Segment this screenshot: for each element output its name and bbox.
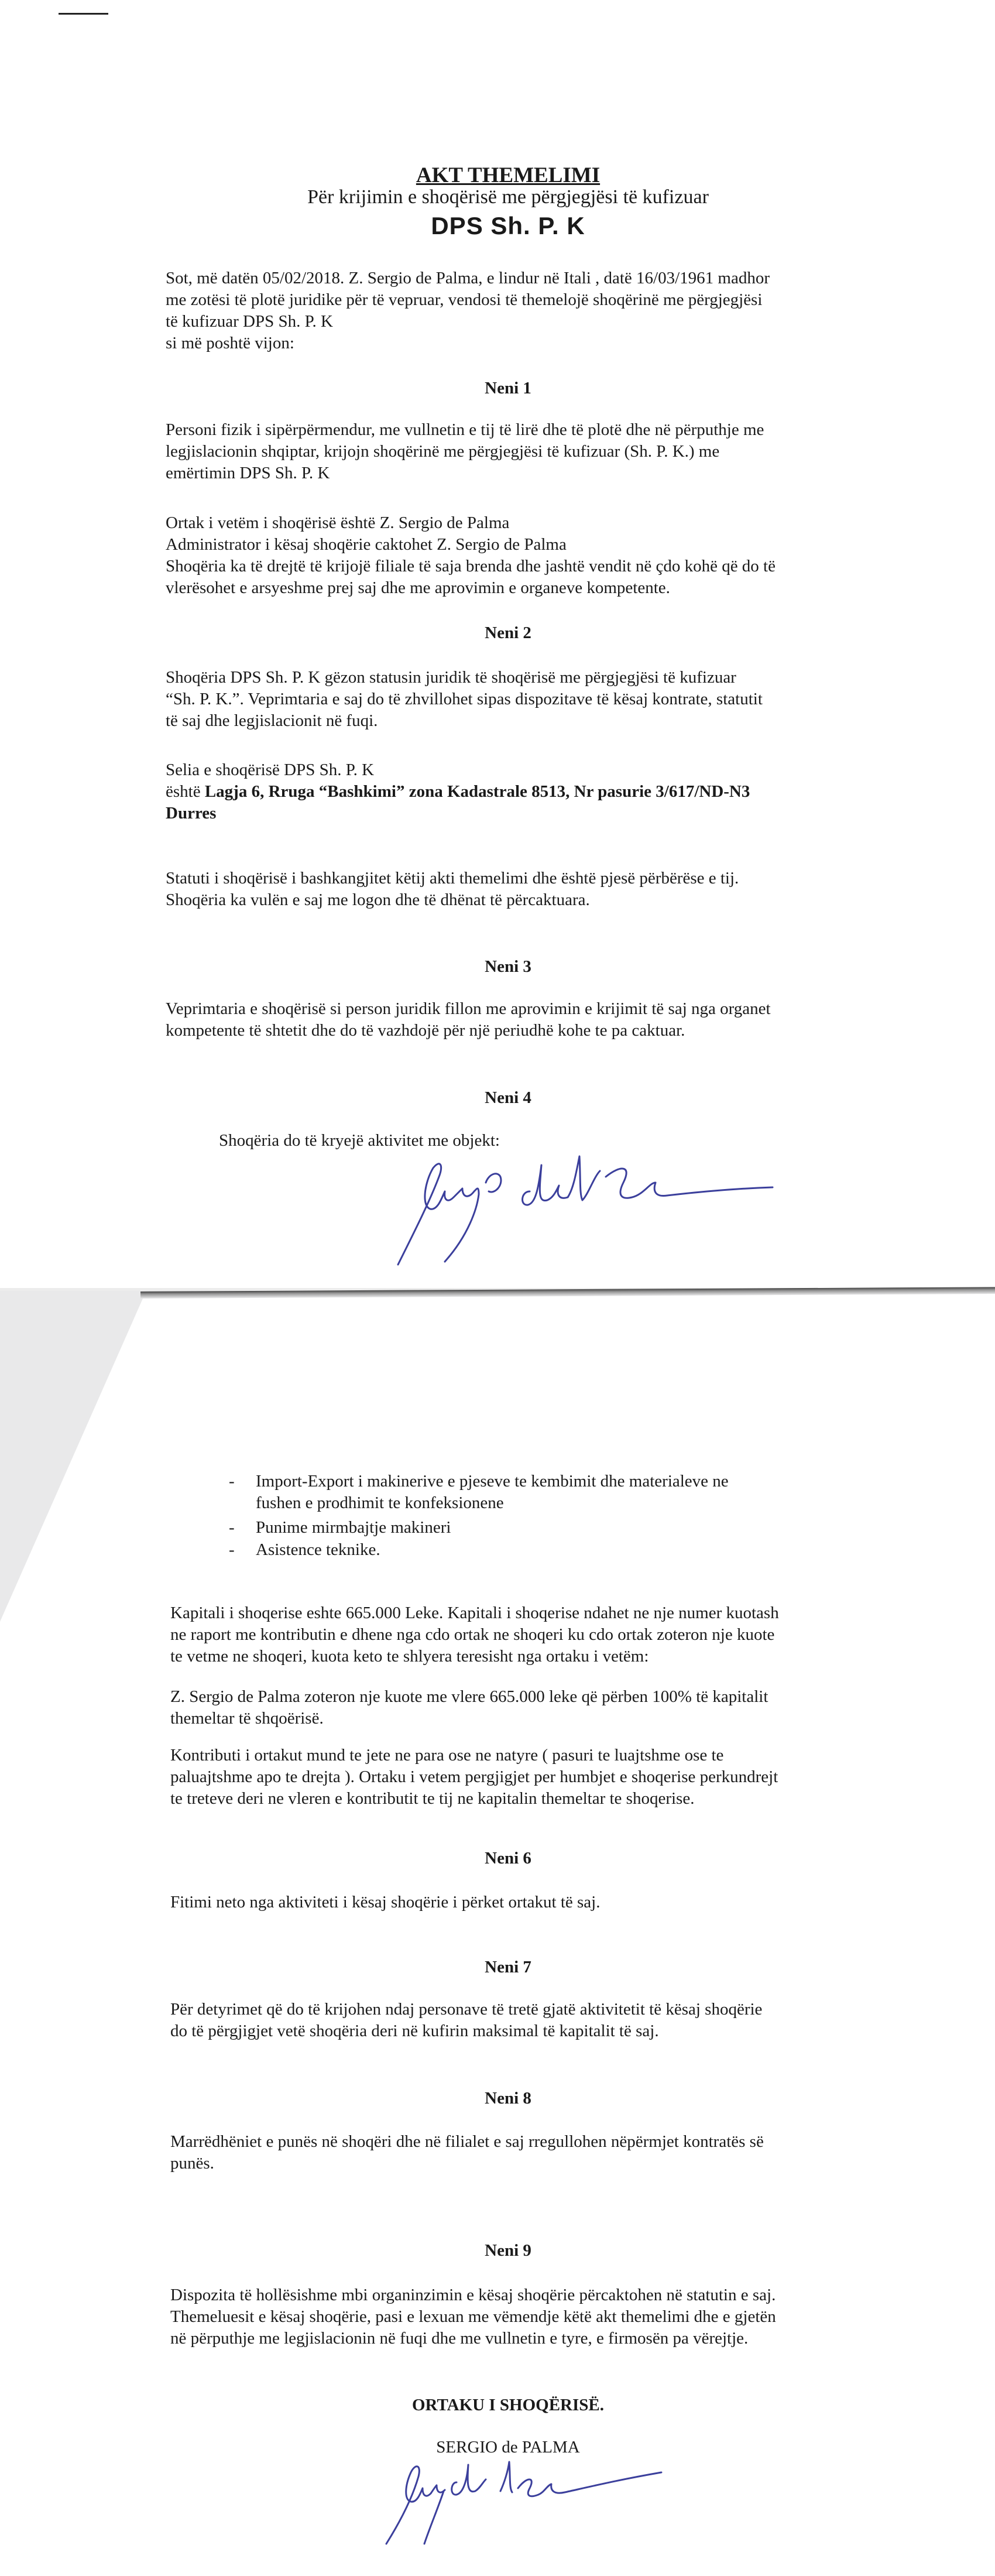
text-line: Dispozita të hollësishme mbi organinzimin e kësaj shoqërie përcaktohen në statutin e saj. — [170, 2286, 776, 2304]
text-line: kompetente të shtetit dhe do të vazhdojë për një periudhë kohe te pa caktuar. — [166, 1021, 685, 1040]
text-line: Fitimi neto nga aktiviteti i kësaj shoqërie i përket ortakut të saj. — [170, 1893, 601, 1912]
text-line: Marrëdhëniet e punës në shoqëri dhe në filialet e saj rregullohen nëpërmjet kontratës së — [170, 2132, 764, 2151]
text-line: legjislacionin shqiptar, krijojn shoqërinë me përgjegjësi të kufizuar (Sh. P. K.) me — [166, 442, 720, 461]
text-line: Administrator i kësaj shoqërie caktohet Z. Sergio de Palma — [166, 535, 567, 554]
activity-line: Import-Export i makinerive e pjeseve te kembimit dhe materialeve ne — [256, 1472, 729, 1491]
text-line: te vetme ne shoqeri, kuota keto te shlyera teresisht nga ortaku i vetëm: — [170, 1647, 649, 1666]
text-line: Shoqëria ka të drejtë të krijojë filiale të saja brenda dhe jashtë vendit në çdo kohë që do të — [166, 557, 776, 576]
document-subtitle: Për krijimin e shoqërisë me përgjegjësi të kufizuar — [307, 186, 709, 208]
article-9-paragraph — [170, 2284, 776, 2349]
text-line: Sot, më datën 05/02/2018. Z. Sergio de Palma, e lindur në Itali , datë 16/03/1961 madhor — [166, 269, 770, 287]
text-line: Z. Sergio de Palma zoteron nje kuote me vlere 665.000 leke që përben 100% të kapitalit — [170, 1687, 768, 1706]
bullet-dash: - — [229, 1540, 235, 1559]
text-line: “Sh. P. K.”. Veprimtaria e saj do të zhvillohet sipas dispozitave të kësaj kontrate, statutit — [166, 690, 763, 708]
text-line: Personi fizik i sipërpërmendur, me vullnetin e tij të lirë dhe të plotë dhe në përputhje me — [166, 420, 764, 439]
article-7-heading: Neni 7 — [485, 1958, 531, 1976]
scan-mark — [59, 13, 108, 15]
article-3-paragraph — [166, 998, 771, 1041]
partner-name: SERGIO de PALMA — [436, 2438, 580, 2457]
bullet-dash: - — [229, 1472, 235, 1491]
text-line: të kufizuar DPS Sh. P. K — [166, 312, 333, 331]
text-line: vlerësohet e arsyeshme prej saj dhe me aprovimin e organeve kompetente. — [166, 578, 670, 597]
signature-image — [375, 1142, 784, 1270]
text-line: Shoqëria ka vulën e saj me logon dhe të dhënat të përcaktuara. — [166, 890, 590, 909]
article-2-paragraph-1 — [166, 666, 763, 731]
text-line: Veprimtaria e shoqërisë si person juridik fillon me aprovimin e krijimit të saj nga organet — [166, 999, 771, 1018]
article-1-heading: Neni 1 — [485, 379, 531, 398]
company-name: DPS Sh. P. K — [431, 212, 585, 239]
share-paragraph — [170, 1686, 768, 1729]
bullet-dash: - — [229, 1518, 235, 1537]
article-9-heading: Neni 9 — [485, 2241, 531, 2260]
text-line: do të përgjigjet vetë shoqëria deri në kufirin maksimal të kapitalit të saj. — [170, 2022, 659, 2040]
article-4-heading: Neni 4 — [485, 1088, 531, 1107]
article-8-heading: Neni 8 — [485, 2089, 531, 2108]
article-1-paragraph-2 — [166, 512, 776, 599]
text-line: emërtimin DPS Sh. P. K — [166, 464, 330, 482]
article-1-paragraph-1 — [166, 419, 764, 484]
text-line: themeltar të shqoërisë. — [170, 1709, 324, 1728]
contribution-paragraph — [170, 1744, 778, 1809]
article-6-heading: Neni 6 — [485, 1849, 531, 1868]
text-line: Statuti i shoqërisë i bashkangjitet këtij akti themelimi dhe është pjesë përbërëse e tij. — [166, 869, 739, 888]
text-line: Kapitali i shoqerise eshte 665.000 Leke. Kapitali i shoqerise ndahet ne nje numer kuotash — [170, 1604, 779, 1622]
text-line: me zotësi të plotë juridike për të vepruar, vendosi të themelojë shoqërinë me përgjegjësi — [166, 290, 763, 309]
seat-prefix: është — [166, 782, 205, 801]
closing-heading: ORTAKU I SHOQËRISË. — [412, 2396, 604, 2414]
capital-paragraph — [170, 1602, 779, 1667]
activity-line: Punime mirmbajtje makineri — [256, 1518, 451, 1537]
article-4-intro: Shoqëria do të kryejë aktivitet me objekt: — [219, 1131, 500, 1150]
document-title: AKT THEMELIMI — [416, 163, 601, 187]
text-line: te treteve deri ne vleren e kontributit te tij ne kapitalin themeltar te shoqerise. — [170, 1789, 695, 1808]
intro-paragraph — [166, 268, 770, 354]
registered-seat — [166, 759, 750, 824]
signature-image — [369, 2456, 673, 2550]
text-line: si më poshtë vijon: — [166, 334, 294, 352]
article-8-paragraph — [170, 2130, 764, 2173]
text-line: Kontributi i ortakut mund te jete ne para ose ne natyre ( pasuri te luajtshme ose te — [170, 1746, 724, 1765]
article-6-paragraph — [170, 1892, 601, 1913]
seat-city: Durres — [166, 804, 217, 823]
text-line: Për detyrimet që do të krijohen ndaj personave të tretë gjatë aktivitetit të kësaj shoqërie — [170, 2000, 763, 2019]
article-3-heading: Neni 3 — [485, 957, 531, 976]
seat-address: Lagja 6, Rruga “Bashkimi” zona Kadastrale 8513, Nr pasurie 3/617/ND-N3 — [204, 782, 750, 801]
article-2-heading: Neni 2 — [485, 624, 531, 642]
text-line: ne raport me kontributin e dhene nga cdo ortak ne shoqeri ku cdo ortak zoteron nje kuote — [170, 1625, 775, 1644]
article-2-paragraph-3 — [166, 866, 739, 910]
text-line: Ortak i vetëm i shoqërisë është Z. Sergio de Palma — [166, 513, 510, 532]
text-line: punës. — [170, 2154, 214, 2173]
text-line: në përputhje me legjislacionin në fuqi dhe me vullnetin e tyre, e firmosën pa vërejtje. — [170, 2329, 749, 2348]
activity-line: Asistence teknike. — [256, 1540, 380, 1559]
activity-line: fushen e prodhimit te konfeksionene — [256, 1493, 504, 1512]
text-line: Themeluesit e kësaj shoqërie, pasi e lexuan me vëmendje këtë akt themelimi dhe e gjetën — [170, 2307, 776, 2326]
text-line: të saj dhe legjislacionit në fuqi. — [166, 711, 378, 730]
text-line: Shoqëria DPS Sh. P. K gëzon statusin juridik të shoqërisë me përgjegjësi të kufizuar — [166, 668, 736, 687]
seat-line: Selia e shoqërisë DPS Sh. P. K — [166, 761, 375, 779]
article-7-paragraph — [170, 1999, 762, 2042]
text-line: paluajtshme apo te drejta ). Ortaku i vetem pergjigjet per humbjet e shoqerise perkundrejt — [170, 1767, 778, 1786]
